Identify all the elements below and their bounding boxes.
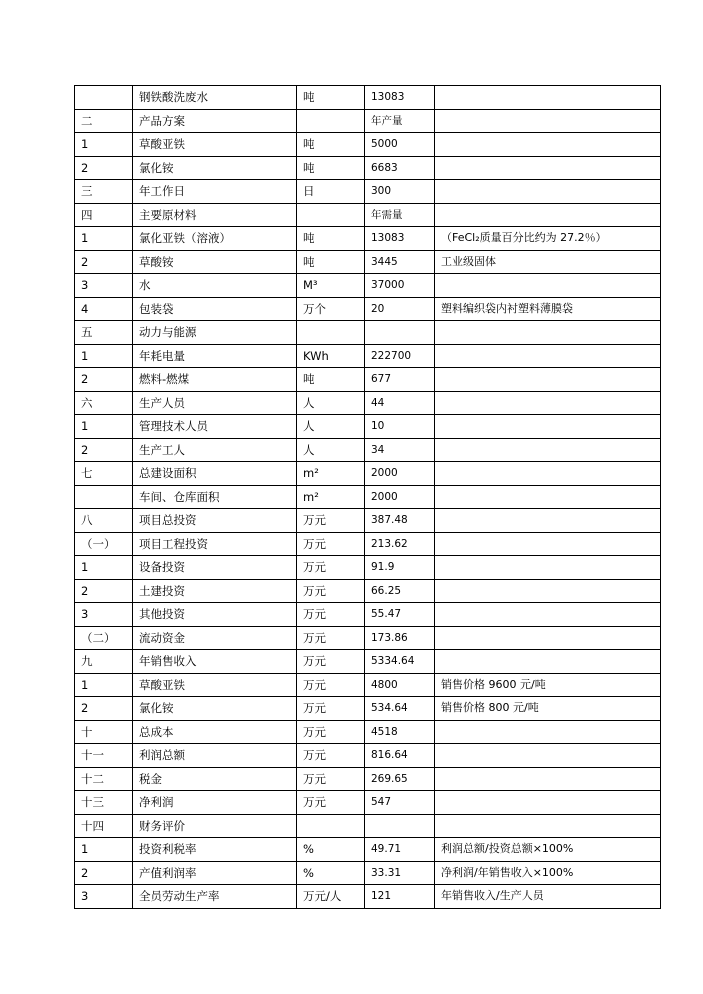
row-number-cell: 十 bbox=[75, 720, 133, 744]
row-number-cell bbox=[75, 86, 133, 110]
note-cell: 销售价格 800 元/吨 bbox=[435, 697, 661, 721]
note-cell: 年销售收入/生产人员 bbox=[435, 885, 661, 909]
note-cell bbox=[435, 720, 661, 744]
unit-cell: 日 bbox=[297, 180, 365, 204]
item-name-cell: 财务评价 bbox=[133, 814, 297, 838]
value-cell: 年产量 bbox=[365, 109, 435, 133]
row-number-cell: （二） bbox=[75, 626, 133, 650]
item-name-cell: 燃料-燃煤 bbox=[133, 368, 297, 392]
unit-cell: 万元 bbox=[297, 532, 365, 556]
value-cell: 387.48 bbox=[365, 509, 435, 533]
row-number-cell: （一） bbox=[75, 532, 133, 556]
value-cell: 2000 bbox=[365, 462, 435, 486]
table-row bbox=[75, 438, 661, 462]
row-number-cell: 九 bbox=[75, 650, 133, 674]
item-name-cell: 钢铁酸洗废水 bbox=[133, 86, 297, 110]
note-cell bbox=[435, 814, 661, 838]
value-cell: 213.62 bbox=[365, 532, 435, 556]
item-name-cell: 产品方案 bbox=[133, 109, 297, 133]
unit-cell: 万元 bbox=[297, 791, 365, 815]
unit-cell: 吨 bbox=[297, 368, 365, 392]
unit-cell: KWh bbox=[297, 344, 365, 368]
note-cell bbox=[435, 391, 661, 415]
item-name-cell: 项目总投资 bbox=[133, 509, 297, 533]
note-cell: 塑料编织袋内衬塑料薄膜袋 bbox=[435, 297, 661, 321]
row-number-cell: 十三 bbox=[75, 791, 133, 815]
row-number-cell: 2 bbox=[75, 250, 133, 274]
unit-cell bbox=[297, 203, 365, 227]
item-name-cell: 年工作日 bbox=[133, 180, 297, 204]
row-number-cell: 2 bbox=[75, 861, 133, 885]
table-row bbox=[75, 391, 661, 415]
unit-cell: 人 bbox=[297, 415, 365, 439]
row-number-cell: 1 bbox=[75, 556, 133, 580]
row-number-cell: 2 bbox=[75, 368, 133, 392]
unit-cell: 万元 bbox=[297, 579, 365, 603]
value-cell: 3445 bbox=[365, 250, 435, 274]
note-cell bbox=[435, 556, 661, 580]
item-name-cell: 总成本 bbox=[133, 720, 297, 744]
note-cell: （FeCl₂质量百分比约为 27.2％） bbox=[435, 227, 661, 251]
row-number-cell: 十一 bbox=[75, 744, 133, 768]
unit-cell: 万元 bbox=[297, 720, 365, 744]
table-row bbox=[75, 462, 661, 486]
table-row bbox=[75, 556, 661, 580]
table-row bbox=[75, 603, 661, 627]
table-row bbox=[75, 86, 661, 110]
row-number-cell: 1 bbox=[75, 344, 133, 368]
row-number-cell: 七 bbox=[75, 462, 133, 486]
unit-cell: 万元 bbox=[297, 697, 365, 721]
value-cell bbox=[365, 814, 435, 838]
note-cell bbox=[435, 180, 661, 204]
table-row bbox=[75, 861, 661, 885]
note-cell: 工业级固体 bbox=[435, 250, 661, 274]
table-row bbox=[75, 415, 661, 439]
table-row bbox=[75, 509, 661, 533]
unit-cell: 万元 bbox=[297, 673, 365, 697]
table-row bbox=[75, 838, 661, 862]
item-name-cell: 主要原材料 bbox=[133, 203, 297, 227]
table-row bbox=[75, 203, 661, 227]
table-row bbox=[75, 744, 661, 768]
row-number-cell: 1 bbox=[75, 415, 133, 439]
unit-cell: 万元 bbox=[297, 767, 365, 791]
table-row bbox=[75, 321, 661, 345]
note-cell bbox=[435, 321, 661, 345]
table-row bbox=[75, 227, 661, 251]
row-number-cell: 三 bbox=[75, 180, 133, 204]
unit-cell: 吨 bbox=[297, 250, 365, 274]
unit-cell: 人 bbox=[297, 391, 365, 415]
item-name-cell: 草酸铵 bbox=[133, 250, 297, 274]
unit-cell bbox=[297, 814, 365, 838]
table-row bbox=[75, 368, 661, 392]
unit-cell: % bbox=[297, 861, 365, 885]
table-row bbox=[75, 133, 661, 157]
item-name-cell: 利润总额 bbox=[133, 744, 297, 768]
unit-cell: 吨 bbox=[297, 156, 365, 180]
note-cell bbox=[435, 368, 661, 392]
value-cell: 300 bbox=[365, 180, 435, 204]
unit-cell: 万元/人 bbox=[297, 885, 365, 909]
note-cell bbox=[435, 532, 661, 556]
row-number-cell: 2 bbox=[75, 438, 133, 462]
unit-cell: % bbox=[297, 838, 365, 862]
value-cell: 13083 bbox=[365, 227, 435, 251]
value-cell: 91.9 bbox=[365, 556, 435, 580]
item-name-cell: 年耗电量 bbox=[133, 344, 297, 368]
table-row bbox=[75, 250, 661, 274]
table-row bbox=[75, 650, 661, 674]
row-number-cell: 1 bbox=[75, 133, 133, 157]
item-name-cell: 管理技术人员 bbox=[133, 415, 297, 439]
row-number-cell: 3 bbox=[75, 603, 133, 627]
unit-cell bbox=[297, 321, 365, 345]
item-name-cell: 车间、仓库面积 bbox=[133, 485, 297, 509]
value-cell: 55.47 bbox=[365, 603, 435, 627]
row-number-cell: 六 bbox=[75, 391, 133, 415]
unit-cell: M³ bbox=[297, 274, 365, 298]
item-name-cell: 税金 bbox=[133, 767, 297, 791]
table-row bbox=[75, 532, 661, 556]
value-cell: 20 bbox=[365, 297, 435, 321]
item-name-cell: 水 bbox=[133, 274, 297, 298]
unit-cell: 人 bbox=[297, 438, 365, 462]
unit-cell: 万元 bbox=[297, 744, 365, 768]
unit-cell: m² bbox=[297, 462, 365, 486]
note-cell bbox=[435, 650, 661, 674]
row-number-cell: 2 bbox=[75, 156, 133, 180]
row-number-cell: 4 bbox=[75, 297, 133, 321]
table-row bbox=[75, 156, 661, 180]
item-name-cell: 净利润 bbox=[133, 791, 297, 815]
value-cell: 4518 bbox=[365, 720, 435, 744]
table-row bbox=[75, 720, 661, 744]
table-row bbox=[75, 579, 661, 603]
item-name-cell: 年销售收入 bbox=[133, 650, 297, 674]
unit-cell: m² bbox=[297, 485, 365, 509]
row-number-cell bbox=[75, 485, 133, 509]
unit-cell: 吨 bbox=[297, 86, 365, 110]
value-cell: 10 bbox=[365, 415, 435, 439]
unit-cell: 万元 bbox=[297, 509, 365, 533]
item-name-cell: 氯化铵 bbox=[133, 697, 297, 721]
value-cell: 269.65 bbox=[365, 767, 435, 791]
table-row bbox=[75, 791, 661, 815]
note-cell bbox=[435, 462, 661, 486]
item-name-cell: 其他投资 bbox=[133, 603, 297, 627]
item-name-cell: 设备投资 bbox=[133, 556, 297, 580]
value-cell bbox=[365, 321, 435, 345]
table-row bbox=[75, 109, 661, 133]
table-row bbox=[75, 274, 661, 298]
note-cell bbox=[435, 109, 661, 133]
unit-cell: 吨 bbox=[297, 133, 365, 157]
indicator-table-body bbox=[75, 86, 661, 909]
table-row bbox=[75, 814, 661, 838]
value-cell: 816.64 bbox=[365, 744, 435, 768]
item-name-cell: 氯化亚铁（溶液） bbox=[133, 227, 297, 251]
note-cell bbox=[435, 274, 661, 298]
note-cell bbox=[435, 509, 661, 533]
indicator-table bbox=[74, 85, 661, 909]
row-number-cell: 2 bbox=[75, 697, 133, 721]
row-number-cell: 3 bbox=[75, 274, 133, 298]
value-cell: 547 bbox=[365, 791, 435, 815]
table-row bbox=[75, 885, 661, 909]
value-cell: 37000 bbox=[365, 274, 435, 298]
value-cell: 121 bbox=[365, 885, 435, 909]
value-cell: 33.31 bbox=[365, 861, 435, 885]
row-number-cell: 四 bbox=[75, 203, 133, 227]
table-row bbox=[75, 180, 661, 204]
item-name-cell: 生产人员 bbox=[133, 391, 297, 415]
unit-cell: 吨 bbox=[297, 227, 365, 251]
item-name-cell: 氯化铵 bbox=[133, 156, 297, 180]
table-row bbox=[75, 673, 661, 697]
unit-cell bbox=[297, 109, 365, 133]
note-cell bbox=[435, 579, 661, 603]
row-number-cell: 八 bbox=[75, 509, 133, 533]
row-number-cell: 1 bbox=[75, 838, 133, 862]
row-number-cell: 二 bbox=[75, 109, 133, 133]
unit-cell: 万个 bbox=[297, 297, 365, 321]
item-name-cell: 产值利润率 bbox=[133, 861, 297, 885]
table-row bbox=[75, 626, 661, 650]
row-number-cell: 2 bbox=[75, 579, 133, 603]
note-cell bbox=[435, 86, 661, 110]
row-number-cell: 十四 bbox=[75, 814, 133, 838]
item-name-cell: 流动资金 bbox=[133, 626, 297, 650]
unit-cell: 万元 bbox=[297, 603, 365, 627]
item-name-cell: 草酸亚铁 bbox=[133, 133, 297, 157]
value-cell: 66.25 bbox=[365, 579, 435, 603]
value-cell: 4800 bbox=[365, 673, 435, 697]
item-name-cell: 草酸亚铁 bbox=[133, 673, 297, 697]
note-cell bbox=[435, 344, 661, 368]
item-name-cell: 动力与能源 bbox=[133, 321, 297, 345]
row-number-cell: 十二 bbox=[75, 767, 133, 791]
note-cell bbox=[435, 626, 661, 650]
value-cell: 6683 bbox=[365, 156, 435, 180]
item-name-cell: 包装袋 bbox=[133, 297, 297, 321]
unit-cell: 万元 bbox=[297, 626, 365, 650]
value-cell: 534.64 bbox=[365, 697, 435, 721]
row-number-cell: 3 bbox=[75, 885, 133, 909]
table-row bbox=[75, 344, 661, 368]
value-cell: 677 bbox=[365, 368, 435, 392]
value-cell: 34 bbox=[365, 438, 435, 462]
row-number-cell: 1 bbox=[75, 227, 133, 251]
value-cell: 49.71 bbox=[365, 838, 435, 862]
note-cell bbox=[435, 203, 661, 227]
item-name-cell: 生产工人 bbox=[133, 438, 297, 462]
table-row bbox=[75, 297, 661, 321]
note-cell bbox=[435, 791, 661, 815]
table-row bbox=[75, 485, 661, 509]
value-cell: 年需量 bbox=[365, 203, 435, 227]
item-name-cell: 投资利税率 bbox=[133, 838, 297, 862]
value-cell: 2000 bbox=[365, 485, 435, 509]
note-cell: 销售价格 9600 元/吨 bbox=[435, 673, 661, 697]
note-cell bbox=[435, 438, 661, 462]
note-cell: 利润总额/投资总额×100% bbox=[435, 838, 661, 862]
note-cell bbox=[435, 133, 661, 157]
value-cell: 5000 bbox=[365, 133, 435, 157]
note-cell bbox=[435, 744, 661, 768]
table-row bbox=[75, 767, 661, 791]
table-row bbox=[75, 697, 661, 721]
item-name-cell: 全员劳动生产率 bbox=[133, 885, 297, 909]
note-cell bbox=[435, 415, 661, 439]
value-cell: 5334.64 bbox=[365, 650, 435, 674]
unit-cell: 万元 bbox=[297, 650, 365, 674]
note-cell bbox=[435, 603, 661, 627]
note-cell bbox=[435, 156, 661, 180]
unit-cell: 万元 bbox=[297, 556, 365, 580]
item-name-cell: 土建投资 bbox=[133, 579, 297, 603]
row-number-cell: 五 bbox=[75, 321, 133, 345]
value-cell: 44 bbox=[365, 391, 435, 415]
row-number-cell: 1 bbox=[75, 673, 133, 697]
item-name-cell: 项目工程投资 bbox=[133, 532, 297, 556]
note-cell bbox=[435, 767, 661, 791]
note-cell bbox=[435, 485, 661, 509]
value-cell: 173.86 bbox=[365, 626, 435, 650]
note-cell: 净利润/年销售收入×100% bbox=[435, 861, 661, 885]
item-name-cell: 总建设面积 bbox=[133, 462, 297, 486]
value-cell: 222700 bbox=[365, 344, 435, 368]
value-cell: 13083 bbox=[365, 86, 435, 110]
